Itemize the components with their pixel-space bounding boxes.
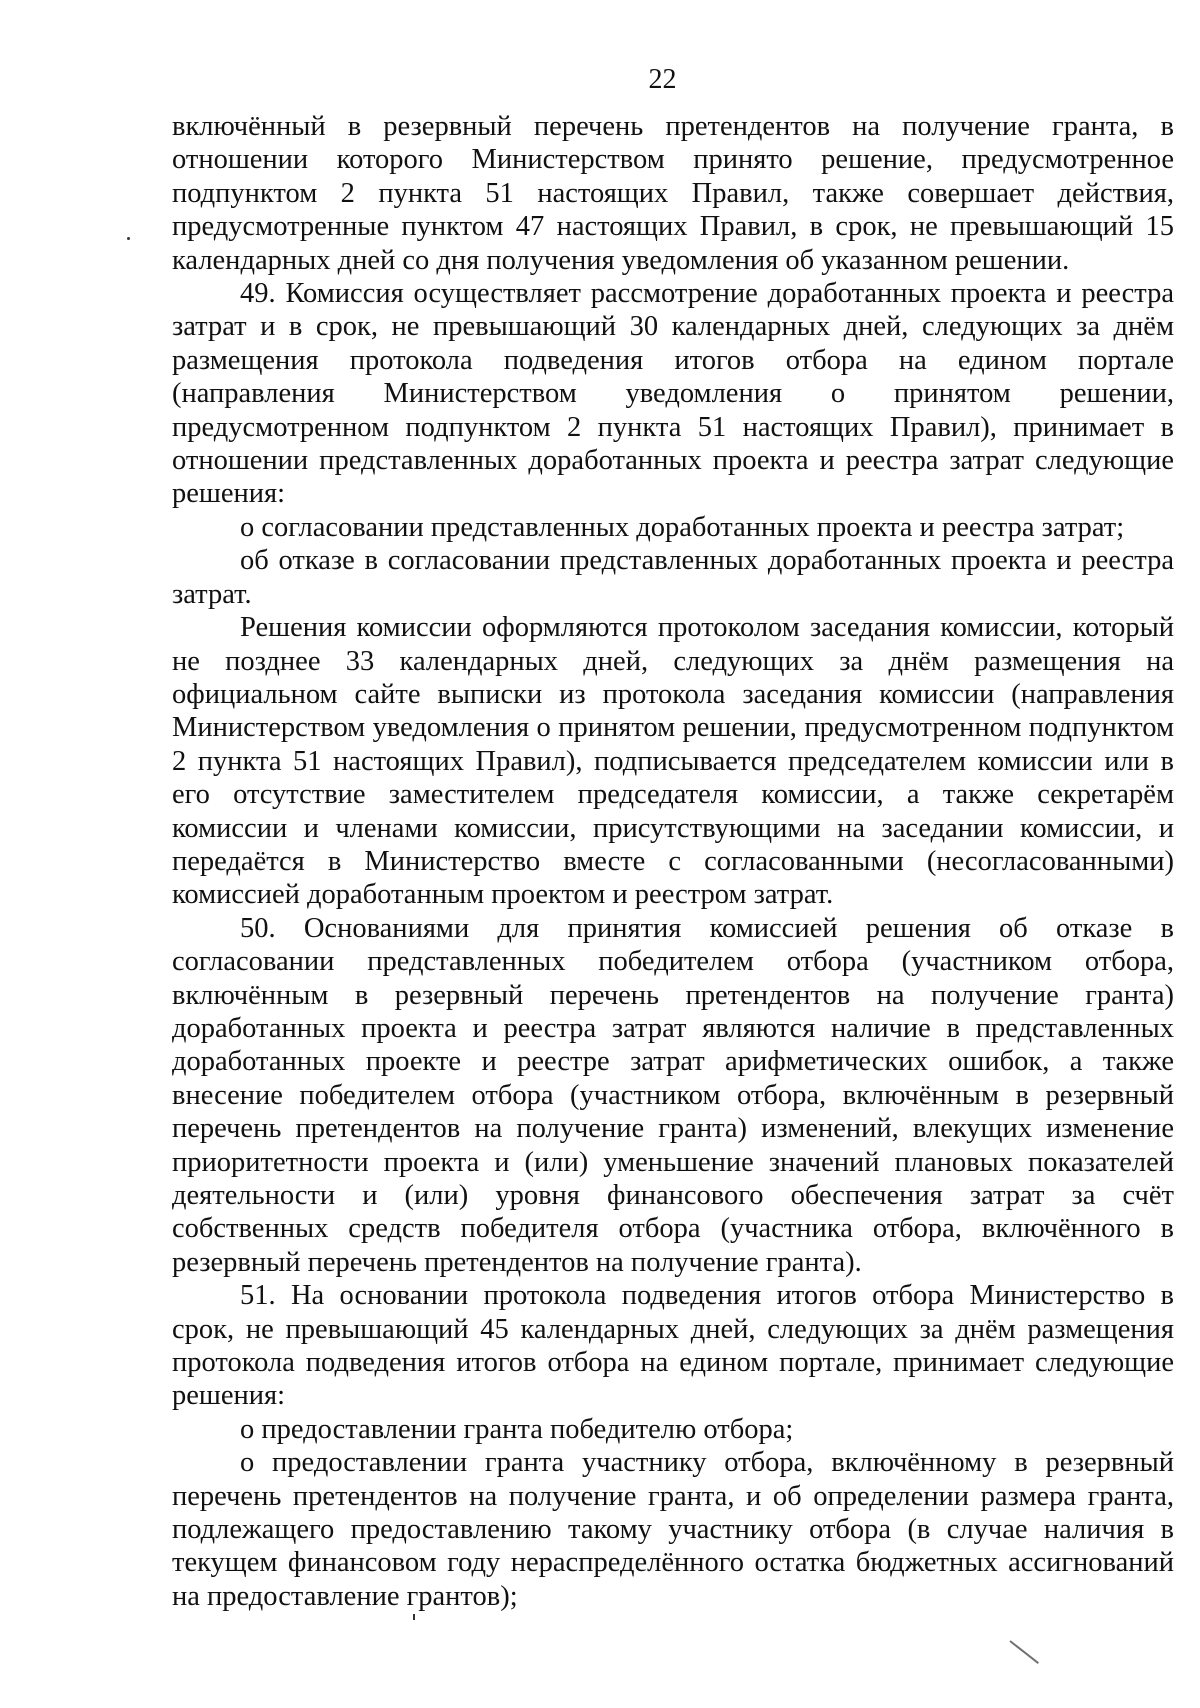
- scan-speck: [413, 1614, 415, 1620]
- paragraph-50: 50. Основаниями для принятия комиссией решения об отказе в согласовании представленных победителем отбора (участником отбора, включённым в резервный перечень претендентов на получение гранта) доработанных проекта и реестра затрат являются наличие в представленных доработанных проекте и реестре затрат арифметических ошибок, а также внесение победителем отбора (участником отбора, включённым в резервный перечень претендентов на получение гранта) изменений, влекущих изменение приоритетности проекта и (или) уменьшение значений плановых показателей деятельности и (или) уровня финансового обеспечения затрат за счёт собственных средств победителя отбора (участника отбора, включённого в резервный перечень претендентов на получение гранта).: [172, 912, 1174, 1278]
- list-item: об отказе в согласовании представленных доработанных проекта и реестра затрат.: [172, 545, 1174, 610]
- paragraph: включённый в резервный перечень претендентов на получение гранта, в отношении которого Министерством принято решение, предусмотренное подпунктом 2 пункта 51 настоящих Правил, также совершает действия, предусмотренные пунктом 47 настоящих Правил, в срок, не превышающий 15 календарных дней со дня получения уведомления об указанном решении.: [172, 111, 1174, 276]
- scan-mark: [1009, 1640, 1039, 1664]
- paragraph-49: 49. Комиссия осуществляет рассмотрение доработанных проекта и реестра затрат и в срок, не превышающий 30 календарных дней, следующих за днём размещения протокола подведения итогов отбора на едином портале (направления Министерством уведомления о принятом решении, предусмотренном подпунктом 2 пункта 51 настоящих Правил), принимает в отношении представленных доработанных проекта и реестра затрат следующие решения:: [172, 278, 1174, 510]
- page-number: 22: [648, 64, 677, 95]
- list-item: о согласовании представленных доработанных проекта и реестра затрат;: [240, 511, 1125, 543]
- document-body: [172, 110, 1174, 1613]
- list-item: о предоставлении гранта победителю отбора;: [240, 1413, 794, 1445]
- paragraph-51: 51. На основании протокола подведения итогов отбора Министерство в срок, не превышающий 45 календарных дней, следующих за днём размещения протокола подведения итогов отбора на едином портале, принимает следующие решения:: [172, 1280, 1174, 1412]
- paragraph: Решения комиссии оформляются протоколом заседания комиссии, который не позднее 33 календарных дней, следующих за днём размещения на официальном сайте выписки из протокола заседания комиссии (направления Министерством уведомления о принятом решении, предусмотренном подпунктом 2 пункта 51 настоящих Правил), подписывается председателем комиссии или в его отсутствие заместителем председателя комиссии, а также секретарём комиссии и членами комиссии, присутствующими на заседании комиссии, и передаётся в Министерство вместе с согласованными (несогласованными) комиссией доработанным проектом и реестром затрат.: [172, 612, 1174, 911]
- scan-speck: [127, 237, 130, 240]
- list-item: о предоставлении гранта участнику отбора, включённому в резервный перечень претендентов на получение гранта, и об определении размера гранта, подлежащего предоставлению такому участнику отбора (в случае наличия в текущем финансовом году нераспределённого остатка бюджетных ассигнований на предоставление грантов);: [172, 1447, 1174, 1612]
